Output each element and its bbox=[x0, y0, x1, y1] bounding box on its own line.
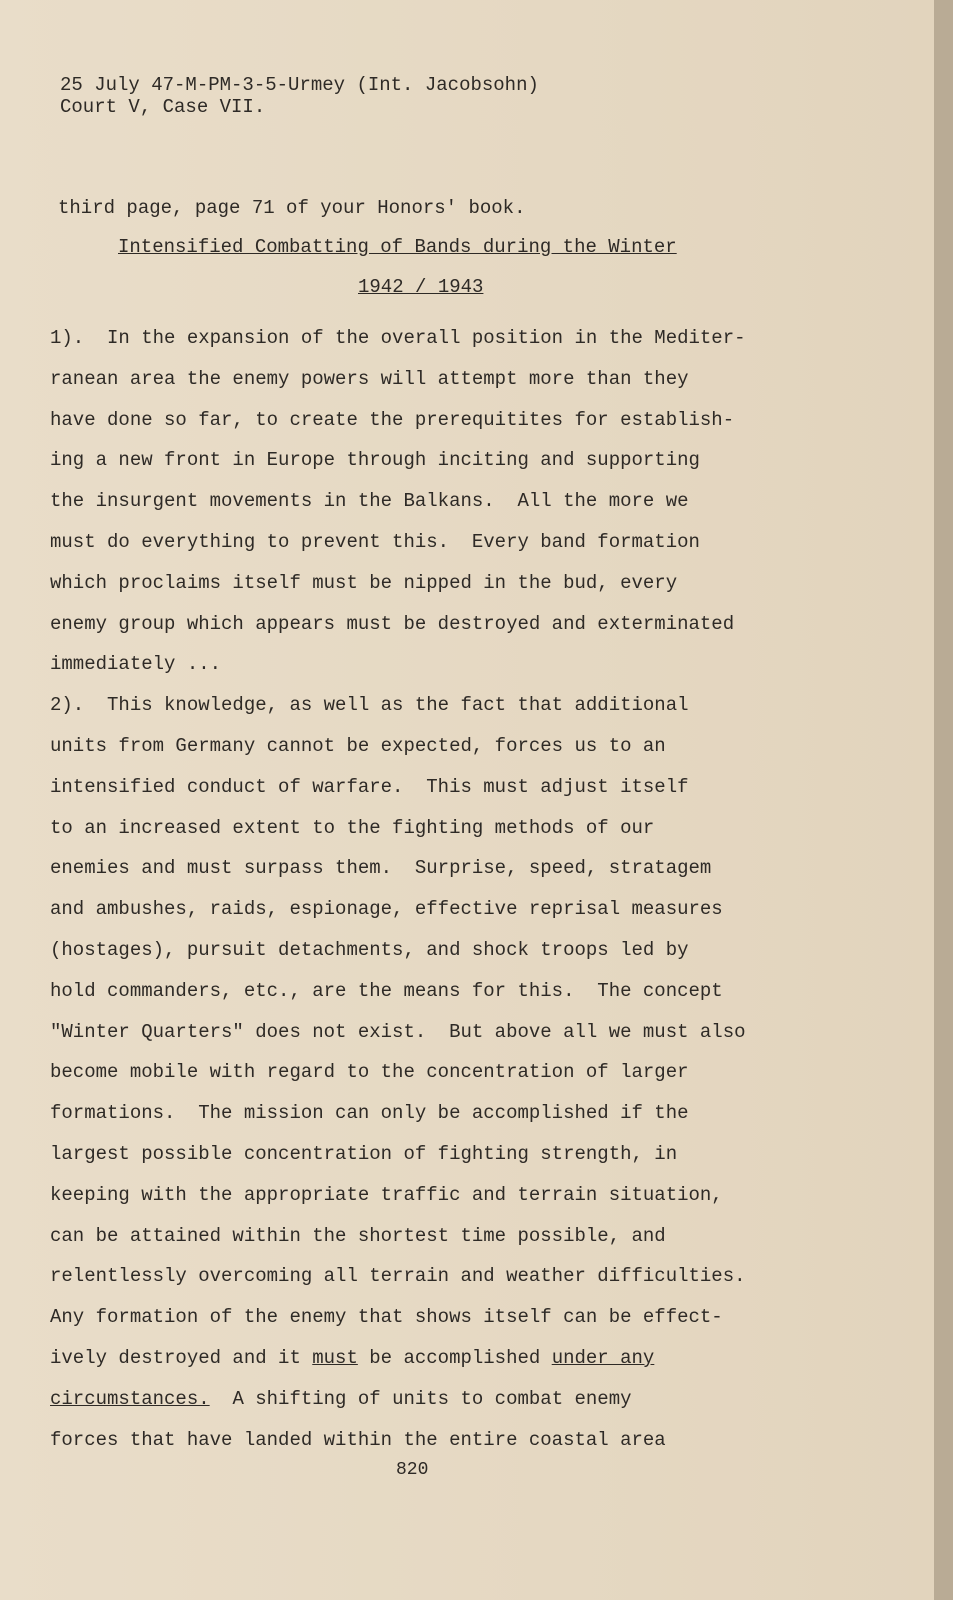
text-line bbox=[50, 1052, 746, 1093]
text-line bbox=[50, 440, 746, 481]
header-line-1: 25 July 47-M-PM-3-5-Urmey (Int. Jacobsohn) bbox=[60, 74, 539, 96]
text-segment: relentlessly overcoming all terrain and weather difficulties. bbox=[50, 1265, 746, 1288]
text-segment: enemy group which appears must be destroyed and exterminated bbox=[50, 612, 735, 635]
text-segment: "Winter Quarters" does not exist. But above all we must also bbox=[50, 1020, 746, 1043]
underlined-text: must bbox=[312, 1346, 358, 1369]
text-segment: ing a new front in Europe through inciting and supporting bbox=[50, 449, 700, 472]
text-line bbox=[50, 685, 746, 726]
text-line bbox=[50, 481, 746, 522]
text-line bbox=[50, 644, 746, 685]
body-text bbox=[50, 318, 746, 1460]
text-segment: the insurgent movements in the Balkans. All the more we bbox=[50, 490, 689, 513]
underlined-text: circumstances. bbox=[50, 1387, 210, 1410]
text-segment: to an increased extent to the fighting methods of our bbox=[50, 816, 655, 839]
text-segment: keeping with the appropriate traffic and terrain situation, bbox=[50, 1183, 723, 1206]
text-line bbox=[50, 359, 746, 400]
text-line bbox=[50, 1420, 746, 1461]
text-segment: have done so far, to create the prerequitites for establish- bbox=[50, 408, 735, 431]
text-line bbox=[50, 400, 746, 441]
text-segment: A shifting of units to combat enemy bbox=[209, 1387, 632, 1410]
section-year: 1942 / 1943 bbox=[358, 276, 484, 298]
text-segment: units from Germany cannot be expected, forces us to an bbox=[50, 734, 666, 757]
text-segment: enemies and must surpass them. Surprise, speed, stratagem bbox=[50, 857, 712, 880]
text-segment: ranean area the enemy powers will attempt more than they bbox=[50, 367, 689, 390]
text-line bbox=[50, 318, 746, 359]
text-segment: immediately ... bbox=[50, 653, 222, 676]
text-segment: Any formation of the enemy that shows itself can be effect- bbox=[50, 1306, 723, 1329]
text-line bbox=[50, 1297, 746, 1338]
text-segment: intensified conduct of warfare. This must adjust itself bbox=[50, 775, 689, 798]
header-line-2: Court V, Case VII. bbox=[60, 96, 266, 118]
text-line bbox=[50, 971, 746, 1012]
text-line bbox=[50, 1012, 746, 1053]
text-segment: 2). This knowledge, as well as the fact that additional bbox=[50, 694, 689, 717]
text-segment: formations. The mission can only be accomplished if the bbox=[50, 1102, 689, 1125]
text-line bbox=[50, 1134, 746, 1175]
text-segment: hold commanders, etc., are the means for this. The concept bbox=[50, 979, 723, 1002]
text-line bbox=[50, 1338, 746, 1379]
page-edge bbox=[934, 0, 953, 1600]
text-line bbox=[50, 808, 746, 849]
text-line bbox=[50, 767, 746, 808]
text-line bbox=[50, 1175, 746, 1216]
page-number: 820 bbox=[396, 1460, 429, 1480]
text-segment: 1). In the expansion of the overall position in the Mediter- bbox=[50, 327, 746, 349]
text-line bbox=[50, 889, 746, 930]
text-segment: become mobile with regard to the concentration of larger bbox=[50, 1061, 689, 1084]
text-line bbox=[50, 848, 746, 889]
text-segment: be accomplished bbox=[357, 1346, 552, 1369]
text-segment: and ambushes, raids, espionage, effective reprisal measures bbox=[50, 898, 723, 921]
text-segment: (hostages), pursuit detachments, and shock troops led by bbox=[50, 938, 689, 961]
document-header bbox=[60, 74, 539, 118]
text-segment: largest possible concentration of fighting strength, in bbox=[50, 1142, 678, 1165]
text-segment: which proclaims itself must be nipped in the bud, every bbox=[50, 571, 678, 594]
text-segment: ively destroyed and it bbox=[50, 1346, 313, 1369]
text-line bbox=[50, 1216, 746, 1257]
text-line bbox=[50, 563, 746, 604]
text-line bbox=[50, 522, 746, 563]
underlined-text: under any bbox=[551, 1346, 655, 1369]
intro-line: third page, page 71 of your Honors' book. bbox=[58, 197, 526, 219]
text-line bbox=[50, 604, 746, 645]
text-line bbox=[50, 930, 746, 971]
text-segment: must do everything to prevent this. Every band formation bbox=[50, 530, 700, 553]
section-title: Intensified Combatting of Bands during the Winter bbox=[118, 236, 677, 258]
text-line bbox=[50, 1256, 746, 1297]
text-segment: can be attained within the shortest time possible, and bbox=[50, 1224, 666, 1247]
text-segment: forces that have landed within the entire coastal area bbox=[50, 1428, 666, 1451]
text-line bbox=[50, 726, 746, 767]
text-line bbox=[50, 1379, 746, 1420]
text-line bbox=[50, 1093, 746, 1134]
